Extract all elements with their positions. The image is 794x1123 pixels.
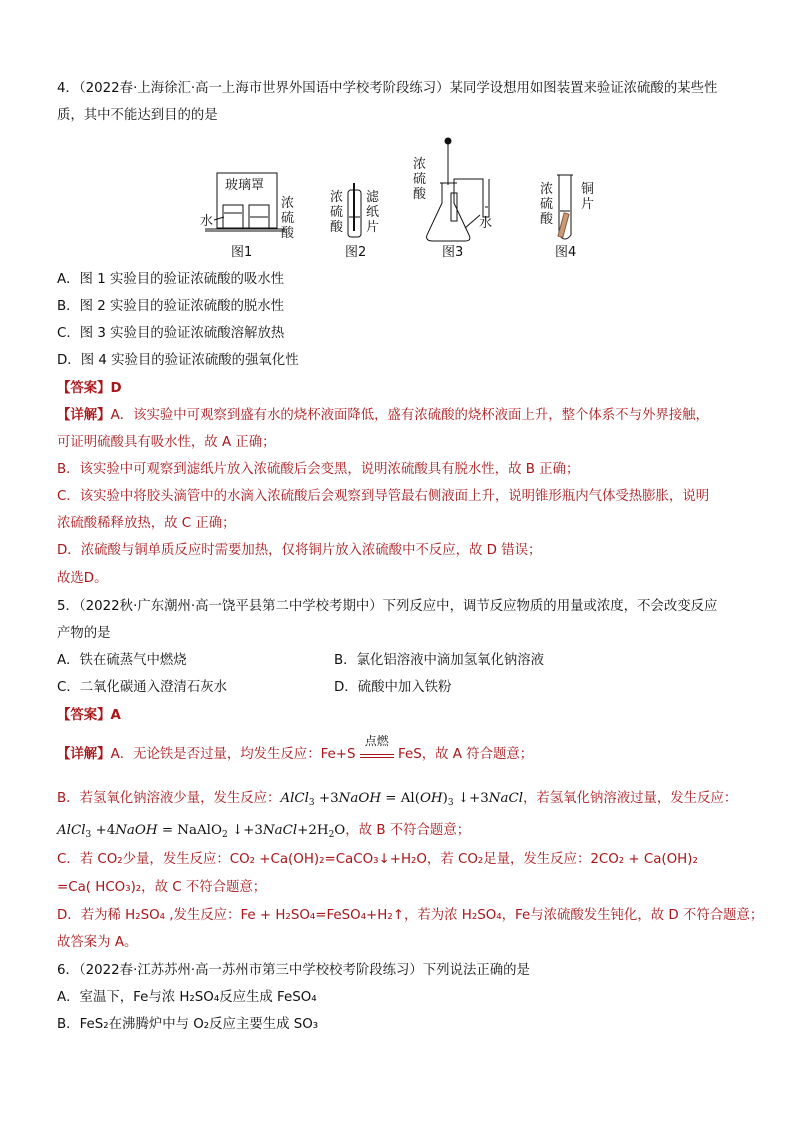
q4-option-a: A．图 1 实验目的验证浓硫酸的吸水性 bbox=[57, 272, 285, 287]
q4-stem-line1: 4．（2022春·上海徐汇·高一上海市世界外国语中学校考阶段练习）某同学设想用如图装置来验证浓硫酸的某些性 bbox=[57, 81, 718, 96]
q6-stem-line1: 6．（2022春·江苏苏州·高一苏州市第三中学校校考阶段练习）下列说法正确的是 bbox=[57, 963, 530, 978]
fig1-label-acid-3: 酸 bbox=[281, 226, 295, 241]
q4-detail-line2: 可证明硫酸具有吸水性，故 A 正确； bbox=[57, 435, 276, 450]
fig3-label-acid-3: 酸 bbox=[413, 187, 427, 202]
q6-option-b: B．FeS₂在沸腾炉中与 O₂反应主要生成 SO₃ bbox=[57, 1017, 319, 1032]
q4-conclusion: 故选D。 bbox=[57, 571, 108, 586]
q4-detail-label: 【详解】 bbox=[57, 408, 111, 423]
q4-answer: 【答案】D bbox=[57, 381, 122, 396]
fig2-filter-paper-tube bbox=[330, 183, 380, 260]
q5-detail-b-pre: B．若氢氧化钠溶液少量，发生反应： bbox=[57, 791, 281, 806]
q5-stem-line2: 产物的是 bbox=[57, 626, 111, 641]
q5-detail-b-line2 bbox=[57, 822, 470, 840]
fig3-label-acid-1: 浓 bbox=[413, 157, 427, 172]
fig2-label-paper-1: 滤 bbox=[366, 190, 380, 205]
q6-option-a: A．室温下，Fe与浓 H₂SO₄反应生成 FeSO₄ bbox=[57, 990, 317, 1005]
fig4-copper-tube bbox=[540, 175, 594, 260]
q4-detail-line5: 浓硫酸稀释放热，故 C 正确； bbox=[57, 516, 236, 531]
q4-option-c: C．图 3 实验目的验证浓硫酸溶解放热 bbox=[57, 326, 285, 341]
q5-option-b: B．氯化铝溶液中滴加氢氧化钠溶液 bbox=[334, 653, 545, 668]
fig3-caption: 图3 bbox=[442, 245, 464, 260]
fig1-label-bell-jar: 玻璃罩 bbox=[225, 178, 265, 193]
q5-detail-a bbox=[57, 734, 534, 764]
q5-detail-b-mid: ，若氢氧化钠溶液过量，发生反应： bbox=[523, 791, 738, 806]
q5-detail-a-post: FeS，故 A 符合题意； bbox=[393, 747, 534, 762]
fig3-flask-apparatus bbox=[413, 138, 492, 260]
q5-option-d: D．硫酸中加入铁粉 bbox=[334, 680, 452, 695]
q4-apparatus-figure bbox=[195, 135, 605, 265]
fig4-label-acid-2: 硫 bbox=[540, 197, 554, 212]
fig3-label-acid-2: 硫 bbox=[413, 172, 427, 187]
q4-detail-line3: B．该实验中可观察到滤纸片放入浓硫酸后会变黑，说明浓硫酸具有脱水性，故 B 正确； bbox=[57, 462, 580, 477]
fig4-label-acid-3: 酸 bbox=[540, 212, 554, 227]
reaction-condition: 点燃 bbox=[364, 734, 389, 748]
q5-detail-a-pre: A．无论铁是否过量，均发生反应：Fe+S bbox=[110, 747, 360, 762]
q5-answer: 【答案】A bbox=[57, 708, 121, 723]
fig4-label-acid-1: 浓 bbox=[540, 182, 554, 197]
q5-option-a: A．铁在硫蒸气中燃烧 bbox=[57, 653, 187, 668]
q5-detail-d: D．若为稀 H₂SO₄ ,发生反应：Fe + H₂SO₄=FeSO₄+H₂↑，若为浓 H₂SO₄，Fe与浓硫酸发生钝化，故 D 不符合题意； bbox=[57, 908, 764, 923]
q5-option-c: C．二氧化碳通入澄清石灰水 bbox=[57, 680, 228, 695]
q4-detail-line1 bbox=[57, 407, 709, 425]
fig1-caption: 图1 bbox=[231, 245, 253, 260]
q5-eq-b1: AlCl$_3$ +3NaOH = $Al(OH)_3$ ↓+3NaCl bbox=[280, 791, 524, 808]
q4-stem-line2: 质，其中不能达到目的的是 bbox=[57, 108, 218, 123]
q5-eq-b2: AlCl$_3$ +4NaOH = NaAlO$_2$ $↓+3NaCl+2H_2O$ bbox=[57, 823, 346, 840]
fig4-label-copper-1: 铜 bbox=[581, 182, 595, 197]
q4-detail-text-a1: A．该实验中可观察到盛有水的烧杯液面降低，盛有浓硫酸的烧杯液面上升，整个体系不与外界接触， bbox=[110, 408, 709, 423]
fig2-label-paper-3: 片 bbox=[366, 220, 380, 235]
fig4-label-copper-2: 片 bbox=[581, 197, 595, 212]
fig2-label-acid-3: 酸 bbox=[330, 220, 344, 235]
q4-detail-line4: C．该实验中将胶头滴管中的水滴入浓硫酸后会观察到导管最右侧液面上升，说明锥形瓶内气体受热膨胀，说明 bbox=[57, 489, 710, 504]
q5-detail-b-line1 bbox=[57, 790, 737, 808]
fig2-label-paper-2: 纸 bbox=[366, 205, 380, 220]
q5-stem-line1: 5．（2022秋·广东潮州·高一饶平县第二中学校考期中）下列反应中，调节反应物质的用量或浓度，不会改变反应 bbox=[57, 599, 718, 614]
q5-detail-c-line1: C．若 CO₂少量，发生反应：CO₂ +Ca(OH)₂=CaCO₃↓+H₂O，若 CO₂足量，发生反应：2CO₂ + Ca(OH)₂ bbox=[57, 852, 698, 867]
fig2-caption: 图2 bbox=[345, 245, 367, 260]
q4-option-d: D．图 4 实验目的验证浓硫酸的强氧化性 bbox=[57, 353, 299, 368]
fig1-label-acid-2: 硫 bbox=[281, 211, 295, 226]
fig1-label-acid-1: 浓 bbox=[281, 196, 295, 211]
q5-detail-c-line2: =Ca( HCO₃)₂，故 C 不符合题意； bbox=[57, 880, 267, 895]
q5-detail-label: 【详解】 bbox=[57, 747, 111, 762]
q4-option-b: B．图 2 实验目的验证浓硫酸的脱水性 bbox=[57, 299, 285, 314]
fig1-label-water: 水 bbox=[200, 214, 214, 229]
q5-conclusion: 故答案为 A。 bbox=[57, 935, 138, 950]
fig2-label-acid-2: 硫 bbox=[330, 205, 344, 220]
q5-detail-b-tail: ，故 B 不符合题意； bbox=[345, 823, 471, 838]
fig2-label-acid-1: 浓 bbox=[330, 190, 344, 205]
fig4-caption: 图4 bbox=[555, 245, 577, 260]
fig3-label-water: 水 bbox=[479, 216, 493, 231]
q4-detail-line6: D．浓硫酸与铜单质反应时需要加热，仅将铜片放入浓硫酸中不反应，故 D 错误； bbox=[57, 543, 542, 558]
fig1-bell-jar-apparatus bbox=[200, 173, 295, 260]
